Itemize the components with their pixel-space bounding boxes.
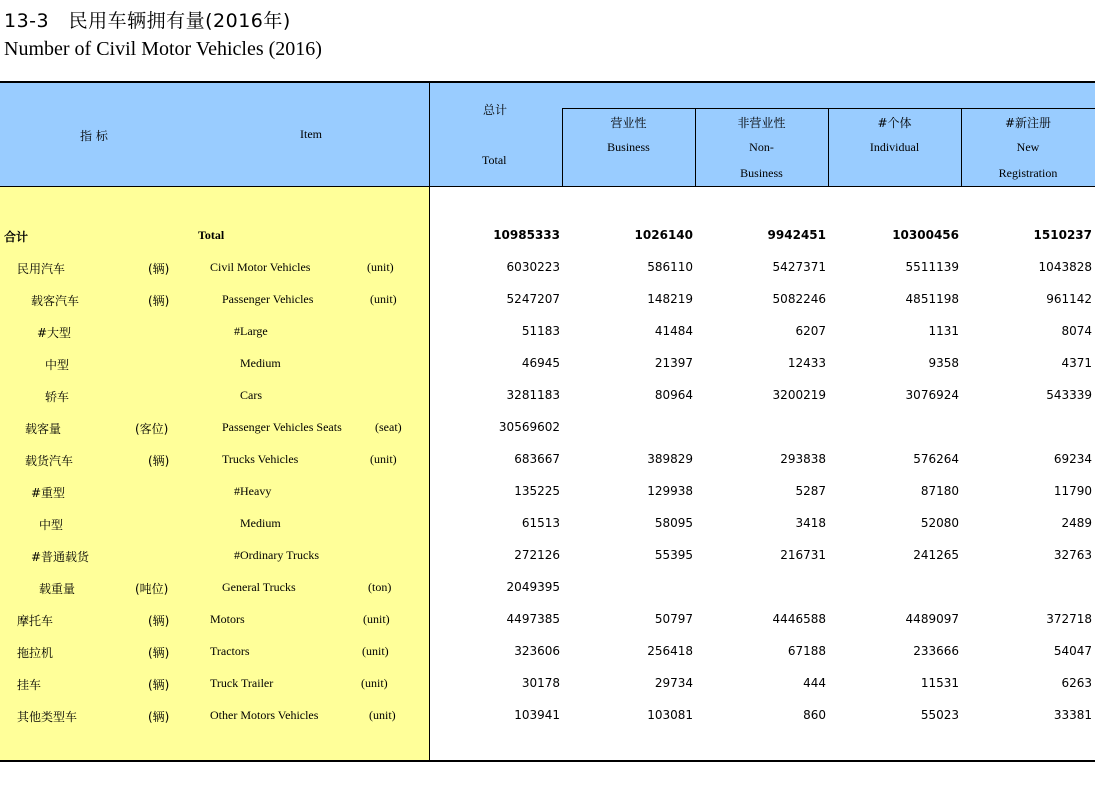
row-unit-cn: (辆) — [148, 454, 170, 468]
row-label-cn: #重型 — [31, 486, 66, 500]
row-label-en: Civil Motor Vehicles — [210, 260, 311, 274]
cell-newreg: 32763 — [1053, 548, 1092, 562]
row-label-en: Cars — [240, 388, 262, 402]
header-nonbusiness-en-line1: Non- — [749, 140, 774, 154]
row-unit-en: (unit) — [362, 644, 389, 658]
cell-total: 272126 — [514, 548, 560, 562]
cell-nonbusiness: 5287 — [795, 484, 826, 498]
cell-total: 61513 — [521, 516, 560, 530]
cell-individual: 233666 — [913, 644, 959, 658]
cell-nonbusiness: 216731 — [780, 548, 826, 562]
row-label-cn: 轿车 — [45, 390, 70, 404]
row-label-cn: #普通载货 — [31, 550, 90, 564]
row-label-en: #Heavy — [234, 484, 272, 498]
row-unit-en: (seat) — [375, 420, 402, 434]
header-item-en: Item — [300, 127, 322, 141]
cell-nonbusiness: 9942451 — [767, 228, 826, 242]
cell-newreg: 2489 — [1061, 516, 1092, 530]
row-label-en: Tractors — [210, 644, 250, 658]
page-subtitle: Number of Civil Motor Vehicles (2016) — [4, 38, 322, 60]
row-label-en: Medium — [240, 516, 281, 530]
cell-newreg: 372718 — [1046, 612, 1092, 626]
cell-newreg: 1510237 — [1033, 228, 1092, 242]
row-label-en: Truck Trailer — [210, 676, 274, 690]
cell-total: 323606 — [514, 644, 560, 658]
row-label-cn: 民用汽车 — [17, 262, 66, 276]
header-nonbusiness-en-line2: Business — [740, 166, 783, 180]
cell-nonbusiness: 12433 — [787, 356, 826, 370]
row-label-en: Passenger Vehicles — [222, 292, 314, 306]
row-label-cn: 载客汽车 — [31, 294, 80, 308]
row-unit-en: (unit) — [361, 676, 388, 690]
cell-nonbusiness: 5082246 — [772, 292, 826, 306]
page-title: 13-3 民用车辆拥有量(2016年) — [4, 10, 291, 32]
cell-total: 135225 — [514, 484, 560, 498]
cell-business: 55395 — [654, 548, 693, 562]
table-header-background — [0, 83, 1095, 186]
cell-business: 21397 — [654, 356, 693, 370]
cell-individual: 576264 — [913, 452, 959, 466]
row-label-cn: 摩托车 — [17, 614, 54, 628]
header-business-cn: 营业性 — [610, 116, 647, 130]
cell-total: 46945 — [521, 356, 560, 370]
cell-newreg: 6263 — [1061, 676, 1092, 690]
row-label-en: General Trucks — [222, 580, 296, 594]
row-label-en: Total — [198, 228, 225, 242]
cell-total: 6030223 — [506, 260, 560, 274]
row-label-en: #Ordinary Trucks — [234, 548, 320, 562]
row-label-en: Passenger Vehicles Seats — [222, 420, 342, 434]
cell-business: 50797 — [654, 612, 693, 626]
row-unit-en: (unit) — [363, 612, 390, 626]
header-individual-en: Individual — [869, 140, 920, 154]
row-unit-cn: (辆) — [148, 614, 170, 628]
cell-total: 10985333 — [493, 228, 560, 242]
cell-newreg: 961142 — [1046, 292, 1092, 306]
row-unit-cn: (辆) — [148, 262, 170, 276]
table-bottom-rule — [0, 760, 1095, 762]
cell-nonbusiness: 860 — [803, 708, 826, 722]
cell-nonbusiness: 6207 — [795, 324, 826, 338]
row-label-en: Medium — [240, 356, 281, 370]
table-top-rule — [0, 81, 1095, 83]
header-nonbusiness-cn: 非营业性 — [737, 116, 786, 130]
cell-individual: 1131 — [928, 324, 959, 338]
header-individual-cn: #个体 — [877, 116, 912, 130]
row-unit-en: (ton) — [368, 580, 392, 594]
cell-nonbusiness: 67188 — [787, 644, 826, 658]
row-label-en: #Large — [234, 324, 268, 338]
cell-business: 80964 — [654, 388, 693, 402]
row-unit-cn: (客位) — [135, 422, 169, 436]
cell-nonbusiness: 3200219 — [772, 388, 826, 402]
cell-newreg: 543339 — [1046, 388, 1092, 402]
row-unit-cn: (辆) — [148, 710, 170, 724]
cell-business: 1026140 — [634, 228, 693, 242]
cell-total: 2049395 — [506, 580, 560, 594]
cell-individual: 55023 — [920, 708, 959, 722]
row-unit-cn: (辆) — [148, 678, 170, 692]
row-label-en: Other Motors Vehicles — [210, 708, 319, 722]
cell-newreg: 54047 — [1053, 644, 1092, 658]
row-label-en: Trucks Vehicles — [222, 452, 299, 466]
cell-business: 129938 — [647, 484, 693, 498]
row-label-cn: 其他类型车 — [17, 710, 78, 724]
cell-business: 41484 — [654, 324, 693, 338]
cell-total: 103941 — [514, 708, 560, 722]
cell-individual: 11531 — [920, 676, 959, 690]
item-column-divider — [429, 83, 430, 760]
cell-individual: 4489097 — [905, 612, 959, 626]
cell-business: 256418 — [647, 644, 693, 658]
cell-newreg: 33381 — [1053, 708, 1092, 722]
header-newreg-cn: #新注册 — [1004, 116, 1052, 130]
header-newreg-en-line2: Registration — [998, 166, 1058, 180]
row-label-cn: 中型 — [45, 358, 70, 372]
cell-total: 30178 — [521, 676, 560, 690]
cell-nonbusiness: 4446588 — [772, 612, 826, 626]
cell-individual: 52080 — [920, 516, 959, 530]
header-total-cn: 总计 — [483, 103, 508, 117]
header-newreg-en-line1: New — [1016, 140, 1040, 154]
cell-total: 683667 — [514, 452, 560, 466]
row-label-cn: 拖拉机 — [17, 646, 54, 660]
cell-total: 5247207 — [506, 292, 560, 306]
cell-nonbusiness: 5427371 — [772, 260, 826, 274]
cell-total: 4497385 — [506, 612, 560, 626]
cell-individual: 5511139 — [905, 260, 959, 274]
row-unit-cn: (辆) — [148, 646, 170, 660]
cell-individual: 87180 — [920, 484, 959, 498]
cell-total: 51183 — [521, 324, 560, 338]
row-label-cn: 中型 — [39, 518, 64, 532]
cell-individual: 10300456 — [892, 228, 959, 242]
cell-business: 389829 — [647, 452, 693, 466]
row-unit-en: (unit) — [370, 292, 397, 306]
row-unit-cn: (吨位) — [135, 582, 169, 596]
header-item-cn: 指 标 — [80, 129, 108, 143]
cell-individual: 3076924 — [905, 388, 959, 402]
cell-total: 3281183 — [506, 388, 560, 402]
cell-newreg: 8074 — [1061, 324, 1092, 338]
cell-nonbusiness: 444 — [803, 676, 826, 690]
cell-nonbusiness: 293838 — [780, 452, 826, 466]
row-label-cn: 载货汽车 — [25, 454, 74, 468]
row-unit-en: (unit) — [370, 452, 397, 466]
cell-individual: 9358 — [928, 356, 959, 370]
row-label-cn: #大型 — [37, 326, 72, 340]
row-unit-en: (unit) — [367, 260, 394, 274]
row-label-cn: 挂车 — [17, 678, 42, 692]
cell-individual: 4851198 — [905, 292, 959, 306]
cell-business: 148219 — [647, 292, 693, 306]
cell-nonbusiness: 3418 — [795, 516, 826, 530]
cell-business: 29734 — [654, 676, 693, 690]
row-label-cn: 载客量 — [25, 422, 62, 436]
cell-newreg: 69234 — [1053, 452, 1092, 466]
cell-newreg: 4371 — [1061, 356, 1092, 370]
header-bottom-rule — [0, 186, 1095, 187]
row-label-cn: 合计 — [4, 230, 29, 244]
cell-business: 103081 — [647, 708, 693, 722]
cell-individual: 241265 — [913, 548, 959, 562]
row-label-en: Motors — [210, 612, 245, 626]
row-label-cn: 载重量 — [39, 582, 76, 596]
row-unit-en: (unit) — [369, 708, 396, 722]
header-total-en: Total — [482, 153, 507, 167]
cell-business: 586110 — [647, 260, 693, 274]
cell-total: 30569602 — [498, 420, 560, 434]
row-unit-cn: (辆) — [148, 294, 170, 308]
cell-newreg: 1043828 — [1038, 260, 1092, 274]
header-business-en: Business — [607, 140, 650, 154]
cell-business: 58095 — [654, 516, 693, 530]
cell-newreg: 11790 — [1053, 484, 1092, 498]
